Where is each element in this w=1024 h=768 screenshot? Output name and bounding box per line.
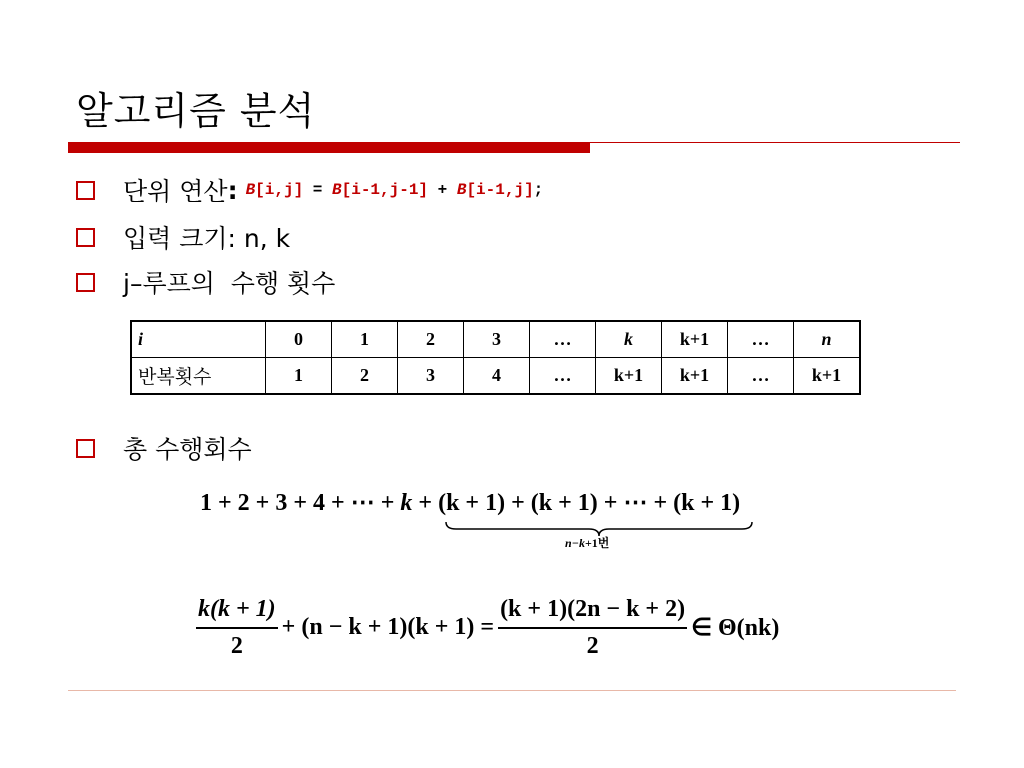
table-cell: k+1 <box>662 321 728 358</box>
unit-op-code: B[i,j] = B[i-1,j-1] + B[i-1,j]; <box>245 181 544 199</box>
table-cell: 0 <box>266 321 332 358</box>
input-size-text: 입력 크기: n, k <box>123 224 291 253</box>
table-cell: 3 <box>398 358 464 395</box>
table-cell: k+1 <box>662 358 728 395</box>
table-cell: k+1 <box>596 358 662 395</box>
table-cell: 1 <box>332 321 398 358</box>
fraction-2: $\frac{(k + 1)(2n - k + 2)}{2}$ <box>500 596 686 659</box>
table-cell: 2 <box>398 321 464 358</box>
footer-rule <box>68 690 956 691</box>
fraction-1: $\frac{k(k + 1)}{2}$ <box>198 596 276 659</box>
table-cell: i <box>131 321 266 358</box>
bullet-loop-count <box>76 264 335 300</box>
iteration-table <box>130 320 861 395</box>
table-row <box>131 321 860 358</box>
bullet-square-icon <box>76 273 95 292</box>
table-cell: 반복횟수 <box>131 358 266 395</box>
table-cell: 1 <box>266 358 332 395</box>
bullet-input-size <box>76 219 290 255</box>
table-cell: 4 <box>464 358 530 395</box>
table-cell: … <box>530 358 596 395</box>
sum-formula: 1 + 2 + 3 + 4 + ⋯ + k + (k + 1) + (k + 1) + ⋯ + (k + 1) <box>200 490 741 516</box>
loop-count-text: j–루프의 수행 횟수 <box>123 269 336 298</box>
table-cell: … <box>530 321 596 358</box>
bullet-unit-operation: 단위 연산 : B[i,j] = B[i-1,j-1] + B[i-1,j]; <box>76 172 543 208</box>
table-row <box>131 358 860 395</box>
page-title: 알고리즘 분석 <box>76 89 316 133</box>
bullet-total-count <box>76 430 252 466</box>
total-count-text: 총 수행회수 <box>123 435 252 464</box>
table-cell: k <box>596 321 662 358</box>
table-cell: 3 <box>464 321 530 358</box>
unit-op-label: 단위 연산 <box>123 177 228 206</box>
bullet-square-icon <box>76 181 95 200</box>
brace-label: n−k+1번 <box>565 536 610 550</box>
table-cell: 2 <box>332 358 398 395</box>
title-rule-thin <box>590 142 960 143</box>
table-cell: … <box>728 358 794 395</box>
table-cell: k+1 <box>794 358 861 395</box>
bullet-square-icon <box>76 228 95 247</box>
table-cell: n <box>794 321 861 358</box>
table-cell: … <box>728 321 794 358</box>
bullet-square-icon <box>76 439 95 458</box>
result-formula: $\frac{k(k + 1)}{2}$ + (n − k + 1)(k + 1) = $\frac{(k + 1)(2n - k + 2)}{2}$ ∈ Θ(nk) <box>198 596 780 659</box>
title-rule-thick <box>68 142 590 153</box>
